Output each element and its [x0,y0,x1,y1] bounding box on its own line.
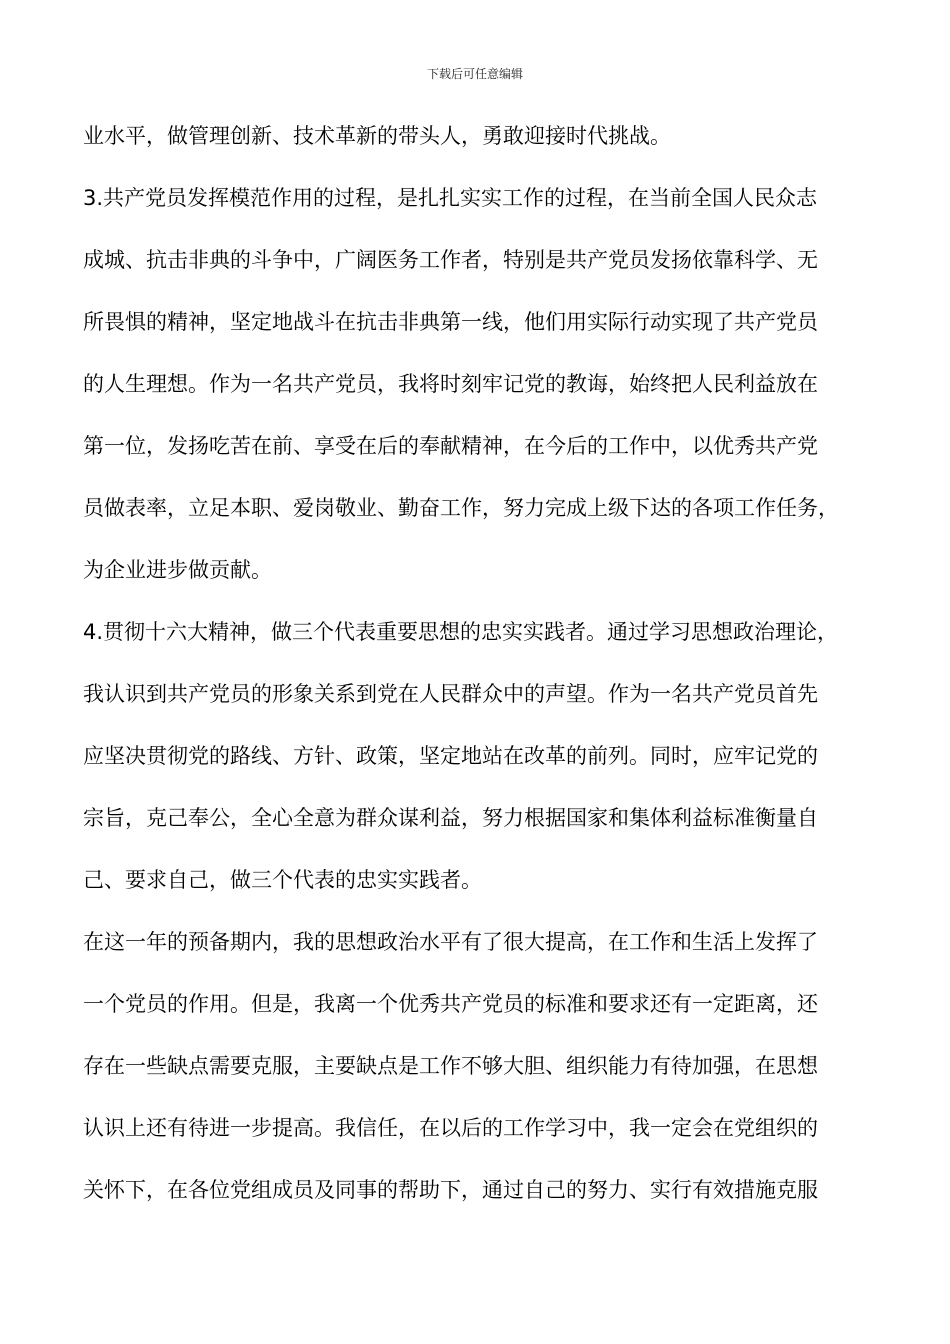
text-line: 所畏惧的精神，坚定地战斗在抗击非典第一线，他们用实际行动实现了共产党员 [83,310,818,334]
text-line: 我认识到共产党员的形象关系到党在人民群众中的声望。作为一名共产党员首先 [83,682,818,706]
text-line: 为企业进步做贡献。 [83,558,272,582]
text-line: 关怀下，在各位党组成员及同事的帮助下，通过自己的努力、实行有效措施克服 [83,1178,818,1202]
text-line: 应坚决贯彻党的路线、方针、政策，坚定地站在改革的前列。同时，应牢记党的 [83,744,818,768]
document-body [83,118,883,1234]
text-line: 宗旨，克己奉公，全心全意为群众谋利益，努力根据国家和集体利益标准衡量自 [83,806,818,830]
text-line: 3.共产党员发挥模范作用的过程，是扎扎实实工作的过程，在当前全国人民众志 [83,186,818,210]
text-line: 员做表率，立足本职、爱岗敬业、勤奋工作，努力完成上级下达的各项工作任务， [83,496,839,520]
text-line: 的人生理想。作为一名共产党员，我将时刻牢记党的教诲，始终把人民利益放在 [83,372,818,396]
text-line: 存在一些缺点需要克服，主要缺点是工作不够大胆、组织能力有待加强，在思想 [83,1054,818,1078]
text-line: 4.贯彻十六大精神，做三个代表重要思想的忠实实践者。通过学习思想政治理论， [83,620,839,644]
page-header: 下载后可任意编辑 [426,67,523,81]
text-line: 认识上还有待进一步提高。我信任，在以后的工作学习中，我一定会在党组织的 [83,1116,818,1140]
text-line: 业水平，做管理创新、技术革新的带头人，勇敢迎接时代挑战。 [83,124,671,148]
text-line: 第一位，发扬吃苦在前、享受在后的奉献精神，在今后的工作中，以优秀共产党 [83,434,818,458]
text-line: 成城、抗击非典的斗争中，广阔医务工作者，特别是共产党员发扬依靠科学、无 [83,248,818,272]
text-line: 一个党员的作用。但是，我离一个优秀共产党员的标准和要求还有一定距离，还 [83,992,818,1016]
text-line: 在这一年的预备期内，我的思想政治水平有了很大提高，在工作和生活上发挥了 [83,930,818,954]
text-line: 己、要求自己，做三个代表的忠实实践者。 [83,868,482,892]
